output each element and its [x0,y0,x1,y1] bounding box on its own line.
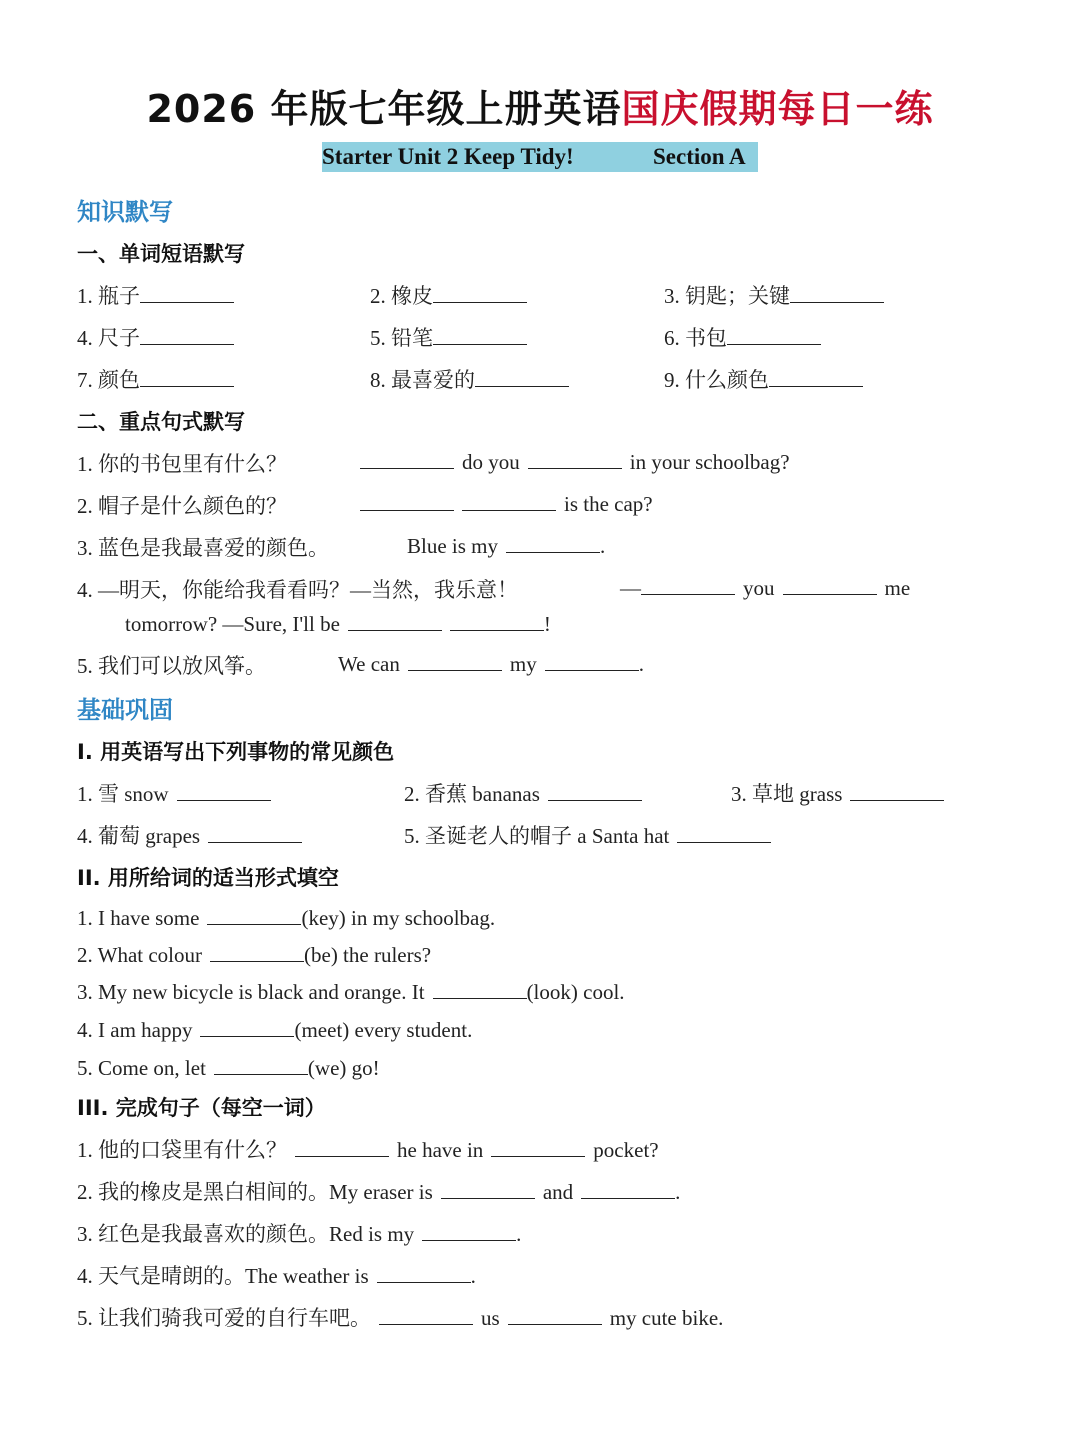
answer-blank[interactable] [207,904,301,925]
complete-item: 4. 天气是晴朗的。The weather is . [77,1264,476,1288]
word-item: 1. 瓶子 [77,280,234,310]
answer-blank[interactable] [769,366,863,387]
sentence-en: do you in your schoolbag? [360,448,790,475]
answer-blank[interactable] [528,448,622,469]
section-heading-basics: 基础巩固 [77,696,173,724]
colour-item: 3. 草地 grass [731,778,944,808]
answer-blank[interactable] [433,978,527,999]
part-heading-words: 一、单词短语默写 [77,242,245,266]
sentence-cn: 5. 我们可以放风筝。 [77,654,266,678]
answer-blank[interactable] [677,822,771,843]
fill-item: 5. Come on, let (we) go! [77,1056,380,1080]
page-title [0,78,1080,133]
word-item: 5. 铅笔 [370,322,527,352]
answer-blank[interactable] [295,1136,389,1157]
section-heading-knowledge: 知识默写 [77,198,173,226]
sentence-en: — you me [620,576,911,600]
answer-blank[interactable] [508,1304,602,1325]
part-heading-word-forms: II. 用所给词的适当形式填空 [77,866,339,890]
sentence-cn: 4. —明天，你能给我看看吗？—当然，我乐意！ [77,578,518,602]
word-item: 8. 最喜爱的 [370,364,569,394]
section-label: Section A [653,144,746,169]
complete-item: 1. 他的口袋里有什么？ he have in pocket? [77,1138,659,1162]
title-main: 2026 年版七年级上册英语 [146,87,622,131]
sentence-en: is the cap? [360,490,653,517]
word-item: 4. 尺子 [77,322,234,352]
word-item: 9. 什么颜色 [664,364,863,394]
answer-blank[interactable] [790,282,884,303]
sentence-cn: 3. 蓝色是我最喜爱的颜色。 [77,536,329,560]
fill-item: 4. I am happy (meet) every student. [77,1018,473,1042]
unit-banner [322,142,758,172]
answer-blank[interactable] [208,822,302,843]
answer-blank[interactable] [506,532,600,553]
word-item: 7. 颜色 [77,364,234,394]
answer-blank[interactable] [422,1220,516,1241]
unit-label: Starter Unit 2 Keep Tidy! [322,144,574,169]
fill-item: 2. What colour (be) the rulers? [77,943,432,967]
colour-item: 2. 香蕉 bananas [404,778,642,808]
word-item: 6. 书包 [664,322,821,352]
colour-item: 1. 雪 snow [77,778,271,808]
sentence-en: Blue is my . [407,534,606,558]
answer-blank[interactable] [360,448,454,469]
answer-blank[interactable] [475,366,569,387]
word-item: 3. 钥匙；关键 [664,280,884,310]
answer-blank[interactable] [850,780,944,801]
answer-blank[interactable] [348,610,442,631]
answer-blank[interactable] [462,490,556,511]
answer-blank[interactable] [581,1178,675,1199]
part-heading-colours: I. 用英语写出下列事物的常见颜色 [77,740,395,764]
fill-item: 3. My new bicycle is black and orange. It (look) cool. [77,980,625,1004]
sentence-en: We can my . [338,652,644,676]
answer-blank[interactable] [548,780,642,801]
answer-blank[interactable] [433,282,527,303]
answer-blank[interactable] [641,574,735,595]
answer-blank[interactable] [783,574,877,595]
answer-blank[interactable] [441,1178,535,1199]
complete-item: 5. 让我们骑我可爱的自行车吧。 us my cute bike. [77,1306,724,1330]
answer-blank[interactable] [377,1262,471,1283]
answer-blank[interactable] [140,324,234,345]
colour-item: 5. 圣诞老人的帽子 a Santa hat [404,820,771,850]
word-item: 2. 橡皮 [370,280,527,310]
answer-blank[interactable] [140,282,234,303]
sentence-cn: 1. 你的书包里有什么？ [77,452,287,476]
answer-blank[interactable] [379,1304,473,1325]
title-highlight: 国庆假期每日一练 [621,87,934,131]
fill-item: 1. I have some (key) in my schoolbag. [77,906,496,930]
part-heading-complete: III. 完成句子（每空一词） [77,1096,326,1120]
sentence-cn: 2. 帽子是什么颜色的？ [77,494,287,518]
answer-blank[interactable] [210,941,304,962]
answer-blank[interactable] [491,1136,585,1157]
answer-blank[interactable] [360,490,454,511]
answer-blank[interactable] [450,610,544,631]
part-heading-sentences: 二、重点句式默写 [77,410,245,434]
answer-blank[interactable] [433,324,527,345]
answer-blank[interactable] [140,366,234,387]
answer-blank[interactable] [177,780,271,801]
answer-blank[interactable] [408,650,502,671]
answer-blank[interactable] [200,1016,294,1037]
sentence-en-cont: tomorrow? —Sure, I'll be ! [125,612,551,636]
colour-item: 4. 葡萄 grapes [77,820,302,850]
answer-blank[interactable] [545,650,639,671]
answer-blank[interactable] [727,324,821,345]
answer-blank[interactable] [214,1054,308,1075]
complete-item: 3. 红色是我最喜欢的颜色。Red is my . [77,1222,522,1246]
complete-item: 2. 我的橡皮是黑白相间的。My eraser is and . [77,1180,681,1204]
